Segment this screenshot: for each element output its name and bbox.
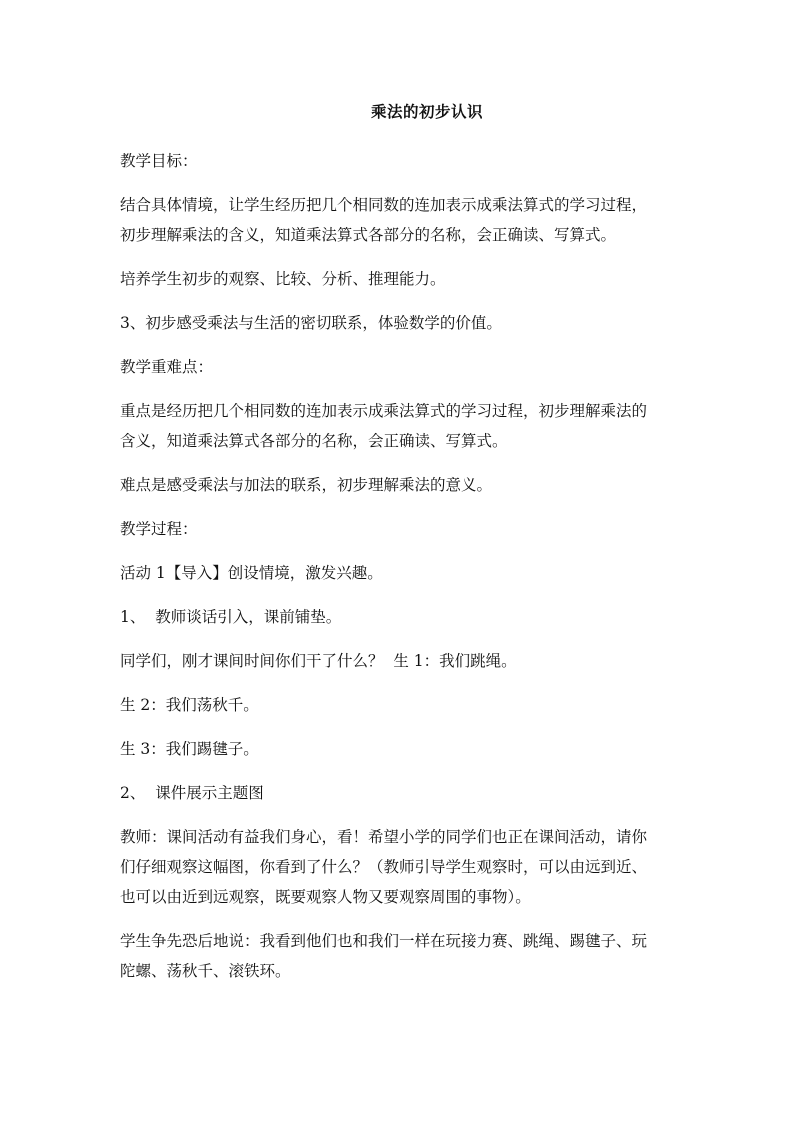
text-line: 初步理解乘法的含义，知道乘法算式各部分的名称，会正确读、写算式。 (120, 226, 617, 244)
text-line: 陀螺、荡秋千、滚铁环。 (120, 962, 291, 980)
text-line: 教学重难点： (120, 358, 214, 376)
text-line: 1、 教师谈话引入，课前铺垫。 (120, 608, 342, 626)
text-line: 培养学生初步的观察、比较、分析、推理能力。 (120, 270, 446, 288)
paragraph (120, 602, 680, 632)
paragraph (120, 190, 680, 250)
paragraph (120, 734, 680, 764)
text-line: 们仔细观察这幅图，你看到了什么？（教师引导学生观察时，可以由远到近、 (120, 858, 648, 876)
paragraph (120, 308, 680, 338)
text-line: 教学目标： (120, 152, 198, 170)
document-title: 乘法的初步认识 (370, 102, 483, 121)
text-line: 也可以由近到远观察，既要观察人物又要观察周围的事物）。 (120, 888, 531, 906)
paragraph (120, 264, 680, 294)
paragraph (120, 778, 680, 808)
text-line: 生 3：我们踢毽子。 (120, 740, 259, 758)
paragraph (120, 646, 680, 676)
paragraph (120, 822, 680, 912)
text-line: 难点是感受乘法与加法的联系，初步理解乘法的意义。 (120, 476, 493, 494)
text-line: 结合具体情境，让学生经历把几个相同数的连加表示成乘法算式的学习过程， (120, 196, 648, 214)
paragraph (120, 558, 680, 588)
text-line: 教学过程： (120, 520, 198, 538)
text-line: 含义，知道乘法算式各部分的名称，会正确读、写算式。 (120, 432, 508, 450)
text-line: 教师：课间活动有益我们身心，看！希望小学的同学们也正在课间活动，请你 (120, 828, 648, 846)
paragraph (120, 514, 680, 544)
paragraph (120, 926, 680, 986)
paragraph (120, 352, 680, 382)
text-line: 重点是经历把几个相同数的连加表示成乘法算式的学习过程，初步理解乘法的 (120, 402, 648, 420)
paragraph (120, 146, 680, 176)
document-body (120, 146, 680, 1000)
paragraph (120, 690, 680, 720)
text-line: 生 2：我们荡秋千。 (120, 696, 259, 714)
text-line: 学生争先恐后地说：我看到他们也和我们一样在玩接力赛、跳绳、踢毽子、玩 (120, 932, 648, 950)
text-line: 3、初步感受乘法与生活的密切联系，体验数学的价值。 (120, 314, 502, 332)
paragraph (120, 470, 680, 500)
text-line: 2、 课件展示主题图 (120, 784, 264, 802)
text-line: 活动 1【导入】创设情境，激发兴趣。 (120, 564, 383, 582)
paragraph (120, 396, 680, 456)
text-line: 同学们，刚才课间时间你们干了什么？ 生 1：我们跳绳。 (120, 652, 517, 670)
